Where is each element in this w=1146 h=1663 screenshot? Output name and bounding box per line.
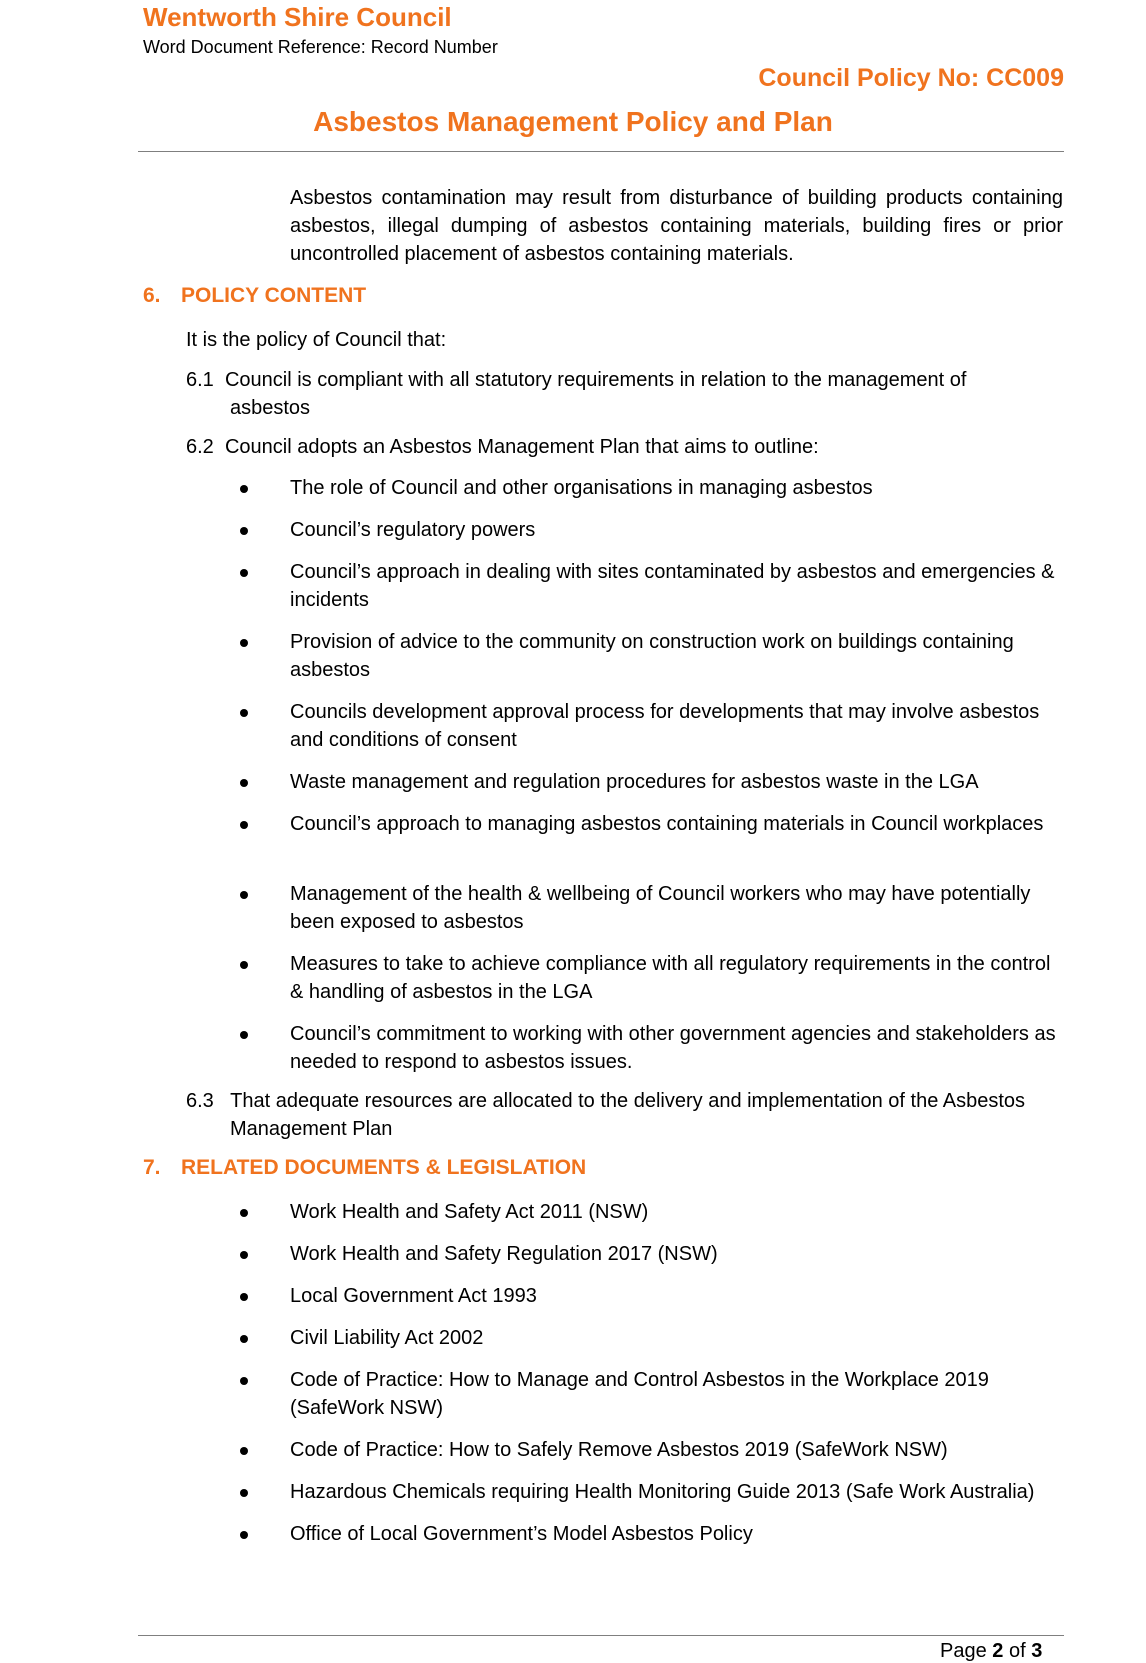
item-6-1-continuation: asbestos [230,397,311,419]
section-7-heading [143,1156,586,1180]
policy-number: Council Policy No: CC009 [758,64,1064,92]
bullet-dot-icon [240,1251,248,1259]
header-rule [138,151,1064,152]
section-7-title: RELATED DOCUMENTS & LEGISLATION [181,1156,587,1179]
item-6-1 [186,366,1066,422]
bullet-dot-icon [240,1335,248,1343]
bullet-text: The role of Council and other organisations in managing asbestos [290,477,873,499]
bullet-text: Council’s commitment to working with other government agencies and stakeholders as needed to respond to asbestos issues. [290,1023,1056,1073]
bullet-dot-icon [240,1209,248,1217]
header-organisation: Wentworth Shire Council [143,2,452,32]
bullet-text: Hazardous Chemicals requiring Health Monitoring Guide 2013 (Safe Work Australia) [290,1481,1035,1503]
section-7-number: 7. [143,1156,161,1179]
item-6-2 [186,433,1066,461]
bullet-dot-icon [240,1447,248,1455]
item-6-1-text: Council is compliant with all statutory requirements in relation to the management of [224,369,967,391]
bullet-text: Work Health and Safety Regulation 2017 (NSW) [290,1243,718,1265]
section-6-title: POLICY CONTENT [181,284,367,307]
item-6-3-text: That adequate resources are allocated to the delivery and implementation of the Asbestos [230,1090,1026,1112]
bullet-dot-icon [240,1489,248,1497]
item-6-3-number: 6.3 [186,1090,214,1112]
page-prefix: Page [940,1640,987,1662]
bullet-text: Councils development approval process for developments that may involve asbestos and conditions of consent [290,701,1040,751]
bullet-dot-icon [240,485,248,493]
bullet-dot-icon [240,1531,248,1539]
bullet-text: Code of Practice: How to Manage and Control Asbestos in the Workplace 2019 (SafeWork NSW) [290,1369,989,1419]
bullet-text: Code of Practice: How to Safely Remove Asbestos 2019 (SafeWork NSW) [290,1439,948,1461]
bullet-text: Local Government Act 1993 [290,1285,537,1307]
header-reference: Word Document Reference: Record Number [143,37,498,57]
item-6-2-text: Council adopts an Asbestos Management Plan that aims to outline: [224,436,819,458]
document-title: Asbestos Management Policy and Plan [313,106,833,137]
bullet-dot-icon [240,961,248,969]
bullet-text: Council’s approach in dealing with sites contaminated by asbestos and emergencies & incidents [290,561,1055,611]
bullet-dot-icon [240,569,248,577]
section-6-lead: It is the policy of Council that: [186,329,447,351]
item-6-2-number: 6.2 [186,436,214,458]
bullet-text: Civil Liability Act 2002 [290,1327,484,1349]
section-6-number: 6. [143,284,161,307]
item-6-3-continuation: Management Plan [230,1118,393,1140]
bullet-dot-icon [240,639,248,647]
bullet-dot-icon [240,779,248,787]
page-total: 3 [1031,1640,1043,1662]
item-6-3 [186,1087,1066,1143]
intro-paragraph: Asbestos contamination may result from disturbance of building products containing asbestos, illegal dumping of asbestos containing materials, building fires or prior uncontrolled placement of asbestos containing materials. [290,187,1063,265]
bullet-text: Council’s approach to managing asbestos containing materials in Council workplaces [290,813,1044,835]
bullet-text: Measures to take to achieve compliance with all regulatory requirements in the control & handling of asbestos in the LGA [290,953,1051,1003]
bullet-dot-icon [240,1377,248,1385]
bullet-text: Provision of advice to the community on construction work on buildings containing asbestos [290,631,1014,681]
bullet-text: Management of the health & wellbeing of Council workers who may have potentially been exposed to asbestos [290,883,1031,933]
page-of: of [1008,1640,1026,1662]
bullet-dot-icon [240,821,248,829]
footer-rule [138,1635,1064,1636]
bullet-text: Council’s regulatory powers [290,519,536,541]
bullet-dot-icon [240,709,248,717]
bullet-dot-icon [240,891,248,899]
item-6-1-number: 6.1 [186,369,214,391]
bullet-dot-icon [240,1031,248,1039]
bullet-text: Work Health and Safety Act 2011 (NSW) [290,1201,649,1223]
bullet-dot-icon [240,1293,248,1301]
bullet-dot-icon [240,527,248,535]
bullet-text: Waste management and regulation procedures for asbestos waste in the LGA [290,771,979,793]
page-current: 2 [992,1640,1004,1662]
section-6-heading [143,284,366,308]
bullet-text: Office of Local Government’s Model Asbestos Policy [290,1523,753,1545]
